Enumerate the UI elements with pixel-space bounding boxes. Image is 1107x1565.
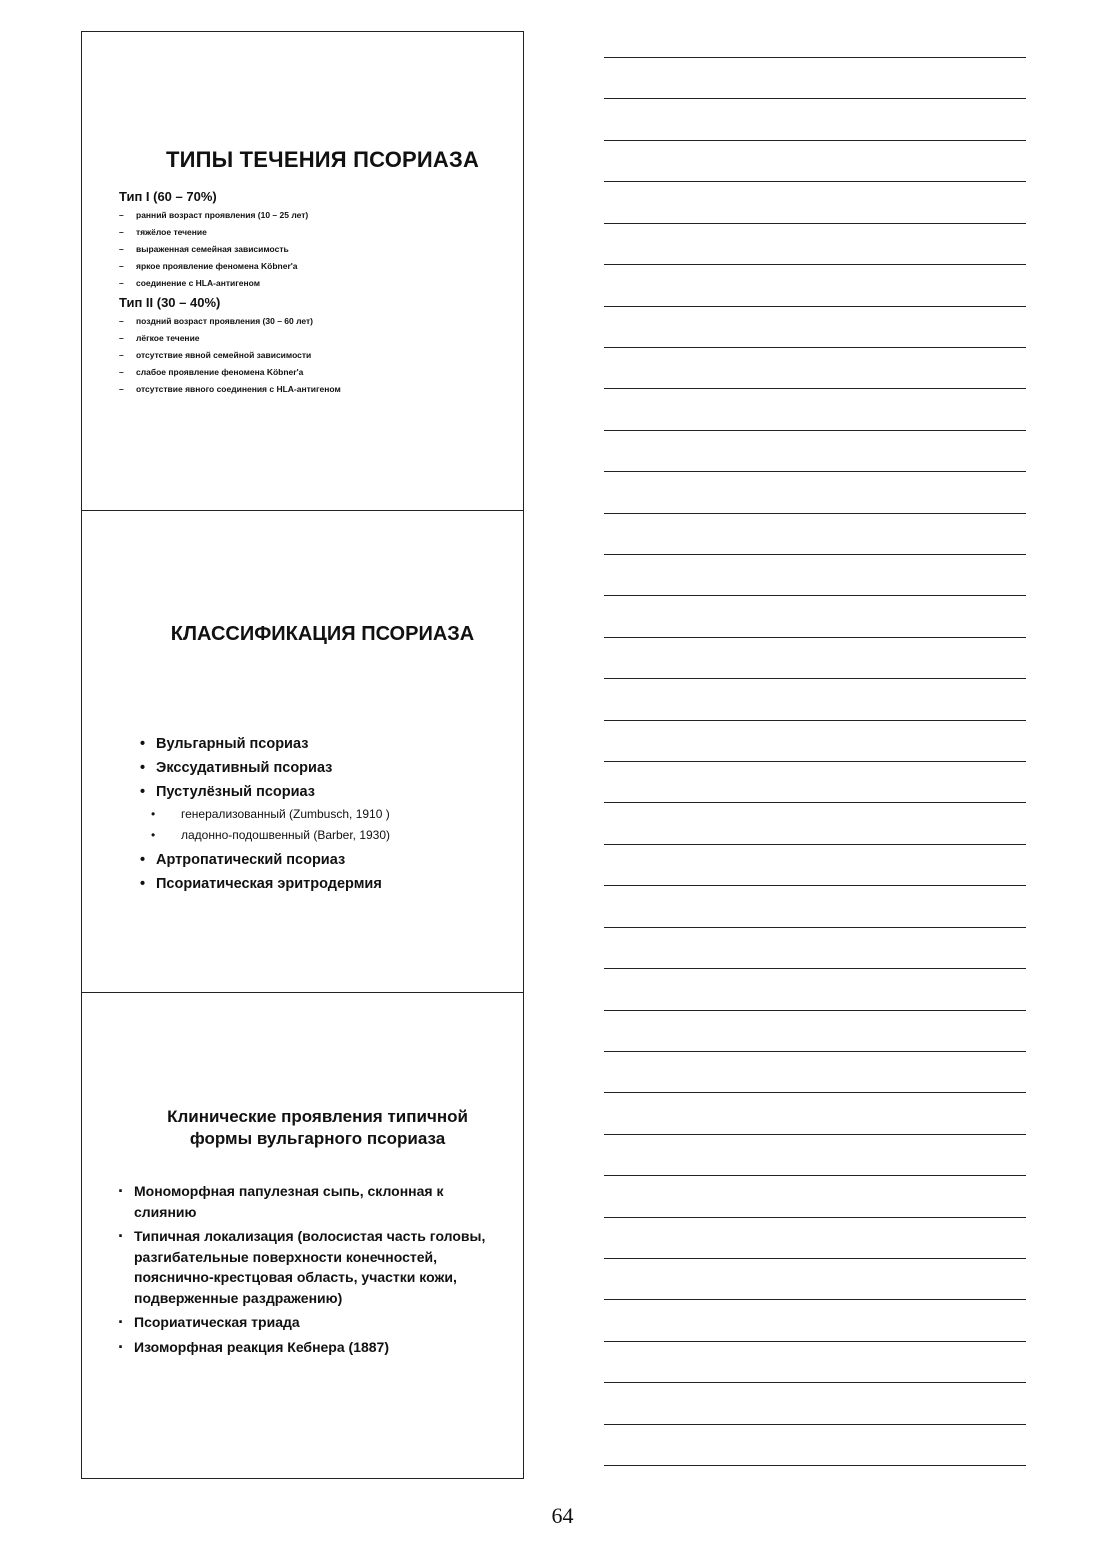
sub-list-item: • генерализованный (Zumbusch, 1910 ) bbox=[140, 804, 520, 825]
slide-types-of-course bbox=[82, 32, 523, 511]
list-item: • Псориатическая эритродермия bbox=[140, 872, 520, 896]
slides-column bbox=[81, 31, 524, 1479]
note-line bbox=[604, 885, 1026, 886]
note-line bbox=[604, 1134, 1026, 1135]
note-line bbox=[604, 968, 1026, 969]
note-line bbox=[604, 223, 1026, 224]
note-line bbox=[604, 637, 1026, 638]
pustular-subtypes-list bbox=[140, 804, 520, 846]
list-item: – лёгкое течение bbox=[119, 330, 519, 347]
note-line bbox=[604, 761, 1026, 762]
note-line bbox=[604, 306, 1026, 307]
list-item: · Изоморфная реакция Кебнера (1887) bbox=[116, 1337, 486, 1358]
note-line bbox=[604, 678, 1026, 679]
slide-clinical-manifestations bbox=[82, 993, 523, 1480]
classification-list bbox=[140, 732, 520, 804]
list-item: – отсутствие явного соединения с HLA-антигеном bbox=[119, 381, 519, 398]
note-line bbox=[604, 1217, 1026, 1218]
list-item: · Мономорфная папулезная сыпь, склонная к слиянию bbox=[116, 1181, 486, 1222]
note-line bbox=[604, 1424, 1026, 1425]
list-item: – выраженная семейная зависимость bbox=[119, 241, 519, 258]
list-item: • Артропатический псориаз bbox=[140, 848, 520, 872]
note-line bbox=[604, 1051, 1026, 1052]
note-line bbox=[604, 181, 1026, 182]
note-line bbox=[604, 388, 1026, 389]
note-line bbox=[604, 927, 1026, 928]
note-line bbox=[604, 1258, 1026, 1259]
type-2-list bbox=[119, 313, 519, 398]
note-line bbox=[604, 844, 1026, 845]
note-line bbox=[604, 57, 1026, 58]
page-number: 64 bbox=[551, 1503, 574, 1528]
list-item: – отсутствие явной семейной зависимости bbox=[119, 347, 519, 364]
slide-title bbox=[82, 1106, 523, 1150]
note-line bbox=[604, 140, 1026, 141]
list-item: – соединение с HLA-антигеном bbox=[119, 275, 519, 292]
note-line bbox=[604, 1175, 1026, 1176]
note-line bbox=[604, 1341, 1026, 1342]
slide-title-line-2: формы вульгарного псориаза bbox=[189, 1129, 446, 1148]
list-item: • Экссудативный псориаз bbox=[140, 756, 520, 780]
type-1-list bbox=[119, 207, 519, 292]
list-item: · Псориатическая триада bbox=[116, 1312, 486, 1333]
note-line bbox=[604, 802, 1026, 803]
note-line bbox=[604, 595, 1026, 596]
sub-list-item: • ладонно-подошвенный (Barber, 1930) bbox=[140, 825, 520, 846]
type-2-heading: Тип II (30 – 40%) bbox=[119, 295, 221, 310]
clinical-list bbox=[116, 1181, 486, 1357]
note-line bbox=[604, 430, 1026, 431]
slide-title: КЛАССИФИКАЦИЯ ПСОРИАЗА bbox=[170, 623, 475, 645]
note-line bbox=[604, 471, 1026, 472]
note-line bbox=[604, 720, 1026, 721]
slide-title: ТИПЫ ТЕЧЕНИЯ ПСОРИАЗА bbox=[165, 147, 480, 172]
type-1-heading: Тип I (60 – 70%) bbox=[119, 189, 217, 204]
list-item: • Вульгарный псориаз bbox=[140, 732, 520, 756]
note-line bbox=[604, 1092, 1026, 1093]
slide-title-line-1: Клинические проявления типичной bbox=[167, 1107, 468, 1126]
list-item: · Типичная локализация (волосистая часть головы, разгибательные поверхности конечностей, пояснично-крестцовая область, участки кожи, подверженные раздражению) bbox=[116, 1226, 486, 1308]
note-line bbox=[604, 1382, 1026, 1383]
note-line bbox=[604, 554, 1026, 555]
slide-body bbox=[140, 732, 520, 896]
note-line bbox=[604, 1010, 1026, 1011]
classification-list-continued bbox=[140, 848, 520, 896]
note-line bbox=[604, 347, 1026, 348]
note-line bbox=[604, 513, 1026, 514]
slide-classification bbox=[82, 511, 523, 993]
list-item: • Пустулёзный псориаз bbox=[140, 780, 520, 804]
list-item: – ранний возраст проявления (10 – 25 лет) bbox=[119, 207, 519, 224]
list-item: – яркое проявление феномена Köbner'a bbox=[119, 258, 519, 275]
list-item: – поздний возраст проявления (30 – 60 лет) bbox=[119, 313, 519, 330]
slide-body bbox=[119, 188, 519, 400]
note-line bbox=[604, 1299, 1026, 1300]
list-item: – слабое проявление феномена Köbner'a bbox=[119, 364, 519, 381]
note-line bbox=[604, 98, 1026, 99]
list-item: – тяжёлое течение bbox=[119, 224, 519, 241]
note-line bbox=[604, 1465, 1026, 1466]
note-line bbox=[604, 264, 1026, 265]
slide-body bbox=[116, 1181, 486, 1361]
